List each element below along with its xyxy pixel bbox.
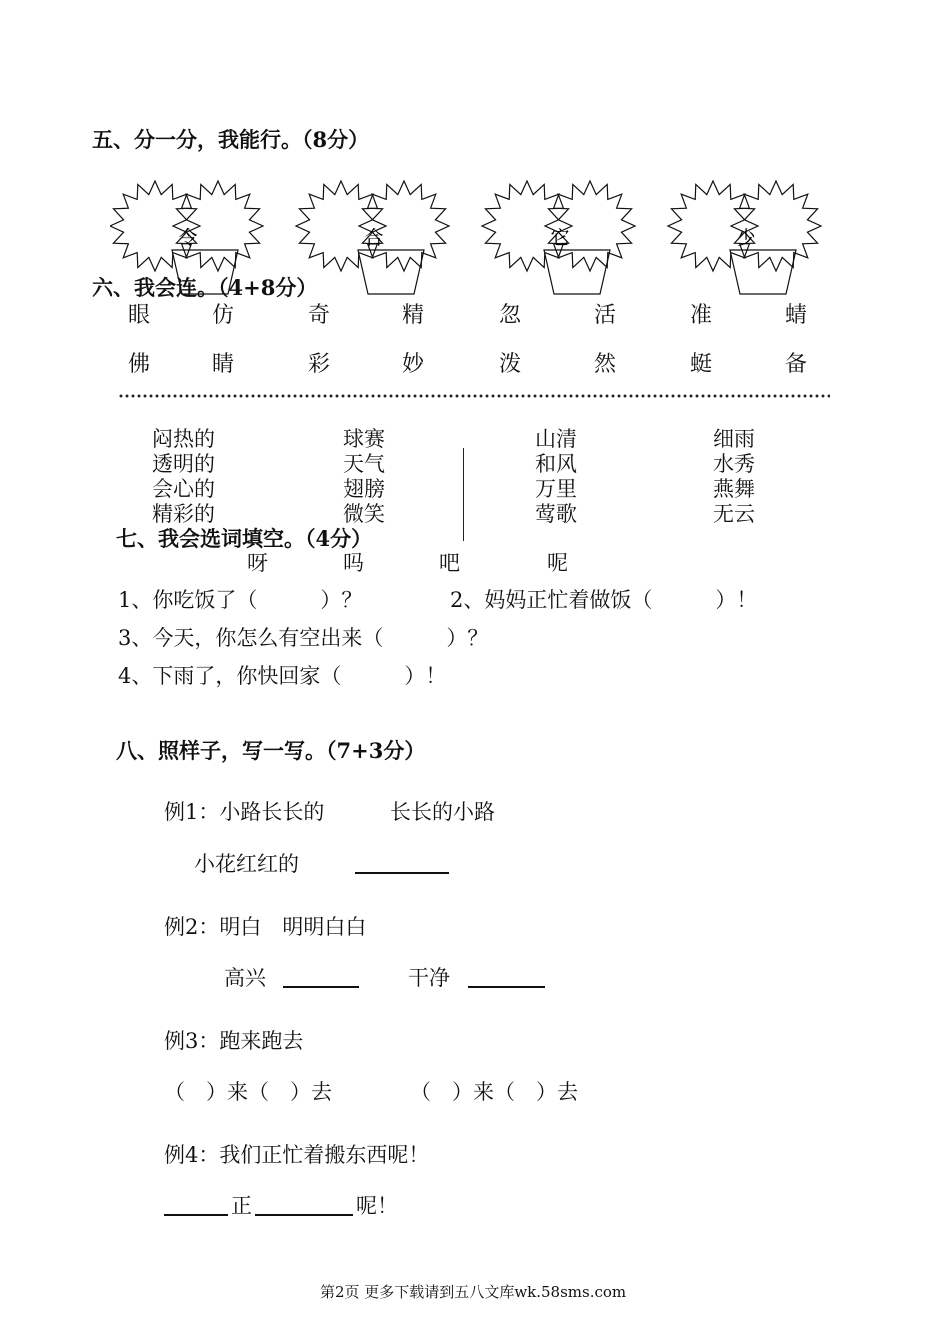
option-ya: 呀 [247, 551, 268, 575]
word-col4-3: 无云 [713, 502, 755, 526]
question-2: 2、妈妈正忙着做饭（ ）！ [450, 588, 758, 612]
section6-title: 六、我会连。（4+8分） [92, 275, 318, 300]
example-2-question-1: 高兴 [224, 966, 266, 990]
char-row2-2: 彩 [308, 352, 331, 377]
char-row1-1: 仿 [212, 303, 235, 328]
question-1: 1、你吃饭了（ ）？ [118, 588, 363, 612]
char-row2-7: 备 [785, 352, 808, 377]
word-col2-1: 天气 [343, 452, 385, 476]
char-row2-4: 泼 [499, 352, 522, 377]
example-3-question-1: （ ）来（ ）去 [164, 1080, 332, 1104]
example-3-question-2: （ ）来（ ）去 [410, 1080, 578, 1104]
example-1-question: 小花红红的 [194, 852, 299, 876]
section7-title: 七、我会选词填空。（4分） [116, 526, 373, 551]
example-1: 例1：小路长长的 [164, 800, 325, 824]
word-col3-3: 莺歌 [535, 502, 577, 526]
word-col3-0: 山清 [535, 427, 577, 451]
section8-title: 八、照样子，写一写。（7+3分） [116, 738, 426, 763]
char-row1-3: 精 [402, 303, 425, 328]
example-4: 例4：我们正忙着搬东西呢！ [164, 1143, 430, 1167]
column-divider-line [463, 448, 464, 541]
word-col2-0: 球赛 [343, 427, 385, 451]
word-col1-1: 透明的 [152, 452, 215, 476]
char-row1-2: 奇 [308, 303, 331, 328]
char-row1-6: 准 [690, 303, 713, 328]
option-ma: 吗 [343, 551, 364, 575]
option-ne: 呢 [547, 551, 568, 575]
word-col4-2: 燕舞 [713, 477, 755, 501]
word-col1-3: 精彩的 [152, 502, 215, 526]
word-col1-0: 闷热的 [152, 427, 215, 451]
char-row2-6: 蜓 [690, 352, 713, 377]
answer-blank-5[interactable] [255, 1192, 353, 1216]
example-3: 例3：跑来跑去 [164, 1029, 304, 1053]
char-row2-1: 睛 [212, 352, 235, 377]
word-col3-1: 和风 [535, 452, 577, 476]
char-row2-0: 佛 [128, 352, 151, 377]
char-row1-7: 蜻 [785, 303, 808, 328]
word-col4-1: 水秀 [713, 452, 755, 476]
answer-blank-3[interactable] [468, 964, 545, 988]
page-footer: 第2页 更多下载请到五八文库wk.58sms.com [320, 1283, 627, 1301]
word-col1-2: 会心的 [152, 477, 215, 501]
char-row1-4: 忽 [499, 303, 522, 328]
answer-blank-1[interactable] [355, 850, 449, 874]
center-character: 它 [550, 227, 570, 249]
char-row2-5: 然 [594, 352, 617, 377]
question-4: 4、下雨了，你快回家（ ）！ [118, 664, 447, 688]
answer-blank-4[interactable] [164, 1192, 228, 1216]
word-col2-2: 翅膀 [343, 477, 385, 501]
example-2-question-2: 干净 [408, 966, 450, 990]
char-row1-0: 眼 [128, 303, 151, 328]
word-col3-2: 万里 [535, 477, 577, 501]
answer-blank-2[interactable] [283, 964, 359, 988]
question-3: 3、今天，你怎么有空出来（ ）？ [118, 626, 489, 650]
example-1-answer: 长长的小路 [390, 800, 495, 824]
option-ba: 吧 [439, 551, 460, 575]
char-row1-5: 活 [594, 303, 617, 328]
word-col4-0: 细雨 [713, 427, 755, 451]
dotted-divider [118, 393, 830, 399]
center-character: 令 [178, 227, 198, 249]
example-4-end: 呢！ [356, 1194, 398, 1218]
example-4-mid: 正 [231, 1194, 252, 1218]
char-row2-3: 妙 [402, 352, 425, 377]
center-character: 少 [736, 227, 756, 249]
word-col2-3: 微笑 [343, 502, 385, 526]
example-2: 例2：明白 明明白白 [164, 915, 367, 939]
section5-title: 五、分一分，我能行。（8分） [92, 127, 370, 152]
center-character: 合 [364, 227, 384, 249]
